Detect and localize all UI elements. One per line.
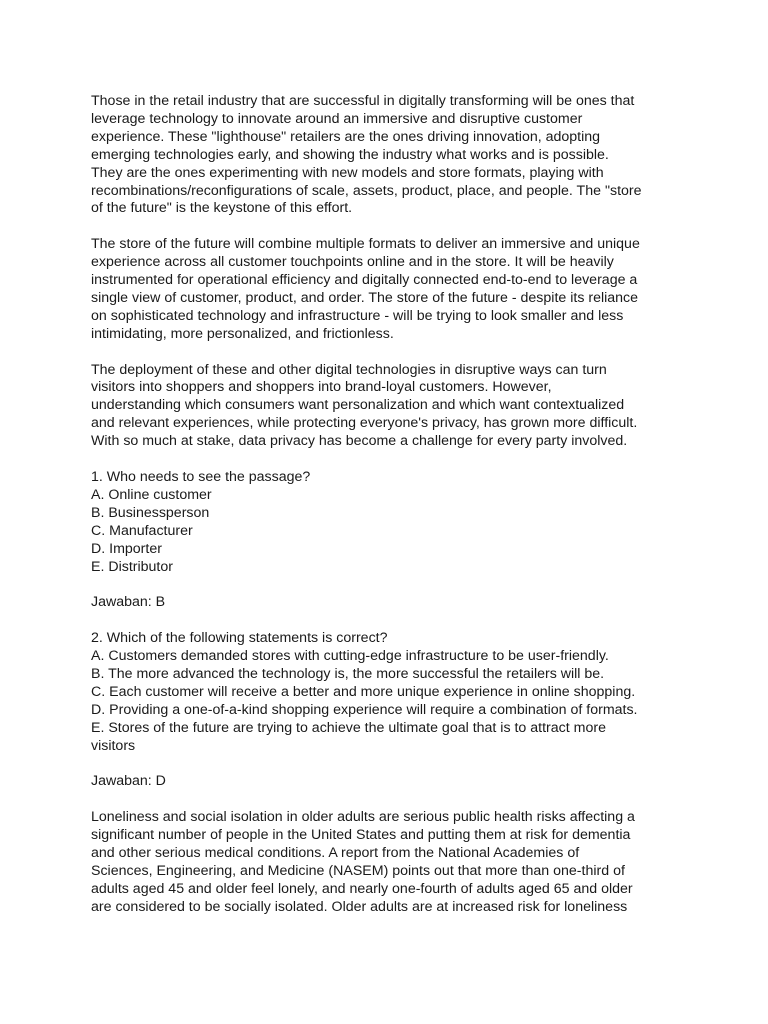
text-line: significant number of people in the United States and putting them at risk for dementia <box>91 827 631 844</box>
text-line: With so much at stake, data privacy has become a challenge for every party involved. <box>91 433 628 450</box>
text-line: Sciences, Engineering, and Medicine (NASEM) points out that more than one-third of <box>91 862 625 879</box>
text-line: experience across all customer touchpoints online and in the store. It will be heavily <box>91 254 614 271</box>
text-line: They are the ones experimenting with new models and store formats, playing with <box>91 164 604 181</box>
question-2 <box>91 630 681 755</box>
question-2-option-e-continued: visitors <box>91 737 136 754</box>
answer-text: Jawaban: D <box>91 773 166 790</box>
text-line: and other serious medical conditions. A report from the National Academies of <box>91 844 580 861</box>
text-line: The deployment of these and other digital technologies in disruptive ways can turn <box>91 361 607 378</box>
question-1-option-c: C. Manufacturer <box>91 522 193 539</box>
text-line: intimidating, more personalized, and frictionless. <box>91 325 394 342</box>
passage-2-paragraph-1 <box>91 809 681 916</box>
text-line: leverage technology to innovate around an immersive and disruptive customer <box>91 110 583 127</box>
passage-1-paragraph-1 <box>91 93 681 218</box>
question-1-option-b: B. Businessperson <box>91 504 210 521</box>
question-2-prompt: 2. Which of the following statements is correct? <box>91 630 388 647</box>
text-line: of the future" is the keystone of this effort. <box>91 200 353 217</box>
question-1-option-a: A. Online customer <box>91 486 212 503</box>
text-line: understanding which consumers want personalization and which want contextualized <box>91 397 625 414</box>
text-line: adults aged 45 and older feel lonely, and nearly one-fourth of adults aged 65 and older <box>91 880 633 897</box>
question-2-option-a: A. Customers demanded stores with cutting-edge infrastructure to be user-friendly. <box>91 648 609 665</box>
question-2-option-d: D. Providing a one-of-a-kind shopping experience will require a combination of formats. <box>91 701 638 718</box>
document-page <box>91 93 681 934</box>
text-line: and relevant experiences, while protecting everyone's privacy, has grown more difficult. <box>91 415 638 432</box>
text-line: are considered to be socially isolated. Older adults are at increased risk for loneliness <box>91 898 628 915</box>
text-line: Loneliness and social isolation in older adults are serious public health risks affecting a <box>91 809 635 826</box>
text-line: emerging technologies early, and showing the industry what works and is possible. <box>91 146 609 163</box>
passage-1-paragraph-3 <box>91 362 681 452</box>
text-line: instrumented for operational efficiency and digitally connected end-to-end to leverage a <box>91 272 638 289</box>
text-line: recombinations/reconfigurations of scale, assets, product, place, and people. The "store <box>91 182 642 199</box>
question-1-answer <box>91 594 681 612</box>
text-line: experience. These "lighthouse" retailers are the ones driving innovation, adopting <box>91 128 601 145</box>
question-2-answer <box>91 773 681 791</box>
question-1-option-d: D. Importer <box>91 540 162 557</box>
text-line: on sophisticated technology and infrastructure - will be trying to look smaller and less <box>91 307 624 324</box>
question-2-option-e: E. Stores of the future are trying to achieve the ultimate goal that is to attract more <box>91 719 606 736</box>
text-line: visitors into shoppers and shoppers into brand-loyal customers. However, <box>91 379 552 396</box>
question-1-prompt: 1. Who needs to see the passage? <box>91 468 311 485</box>
passage-1-paragraph-2 <box>91 236 681 343</box>
question-2-option-b: B. The more advanced the technology is, the more successful the retailers will be. <box>91 665 605 682</box>
text-line: single view of customer, product, and order. The store of the future - despite its reliance <box>91 289 639 306</box>
text-line: Those in the retail industry that are successful in digitally transforming will be ones that <box>91 93 635 109</box>
question-1-option-e: E. Distributor <box>91 558 173 575</box>
text-line: The store of the future will combine multiple formats to deliver an immersive and unique <box>91 236 640 253</box>
question-1 <box>91 469 681 576</box>
question-2-option-c: C. Each customer will receive a better and more unique experience in online shopping. <box>91 683 636 700</box>
answer-text: Jawaban: B <box>91 594 166 611</box>
